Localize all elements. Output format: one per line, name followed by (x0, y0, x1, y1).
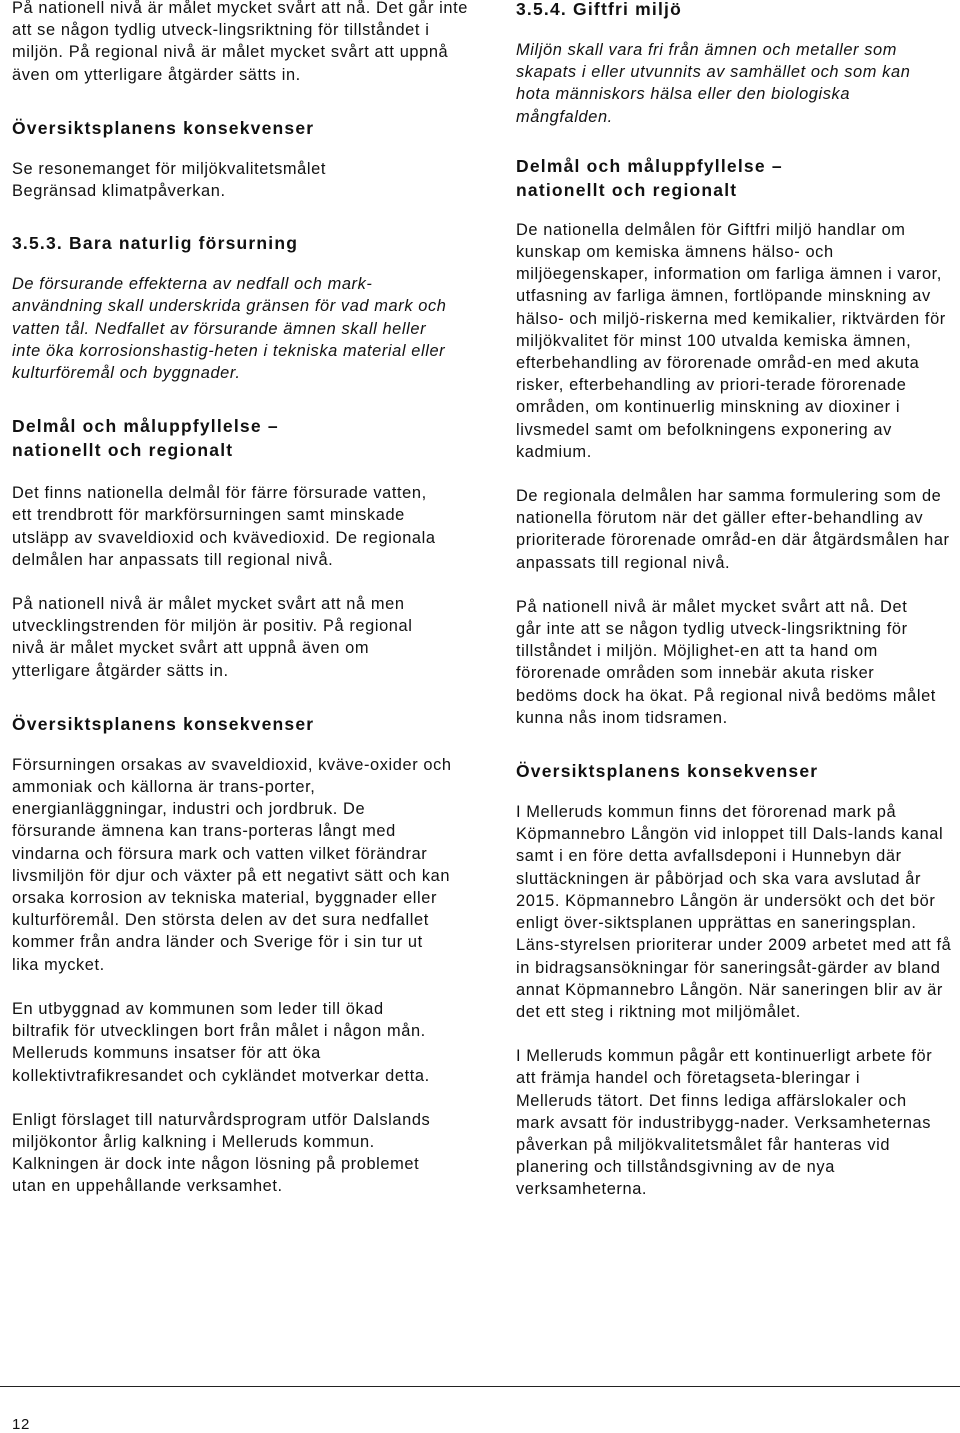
consequences-heading-1: Översiktsplanens konsekvenser (12, 117, 315, 138)
section-heading-3-5-4: 3.5.4. Giftfri miljö (516, 0, 682, 19)
consequences-heading-2: Översiktsplanens konsekvenser (12, 713, 315, 734)
submarks-heading-right: Delmål och måluppfyllelse – nationellt och regionalt (516, 155, 783, 200)
status-paragraph: På nationell nivå är målet mycket svårt att nå men utvecklingstrenden för miljön är positiv. På regional nivå är målet mycket svårt att uppnå även om ytterligare åtgärder sätts in. (12, 595, 413, 680)
consequences-2-paragraph-2: En utbyggnad av kommunen som leder till ökad biltrafik för utvecklingen bort från målet i någon mån. Melleruds kommuns insatser för att öka kollektivtrafikresandet och cykländet motverkar detta. (12, 999, 430, 1085)
consequences-2-paragraph-3: Enligt förslaget till naturvårdsprogram utför Dalslands miljökontor årlig kalkning i Melleruds kommun. Kalkningen är dock inte någon lösning på problemet utan en uppehållande verksamhet. (12, 1110, 431, 1196)
page-number: 12 (12, 1416, 30, 1433)
consequences-1-paragraph: Se resonemanget för miljökvalitetsmålet Begränsad klimatpåverkan. (12, 159, 327, 201)
left-column (12, 0, 480, 1198)
submarks-paragraph-1-right: De nationella delmålen för Giftfri miljö handlar om kunskap om kemiska ämnens hälso- och miljöegenskaper, information om farliga ämnen i varor, utfasning av farliga ämnen, fortlöpande minskning av hälso- och miljö-riskerna med kemikalier, riktvärden för miljökvalitet för minst 100 utvalda kemiska ämnen, efterbehandling av förorenade områd-en med akuta risker, efterbehandling av priori-terade förorenade områden, om kontinuerlig minskning av dioxiner i livsmedel samt om befolkningens exponering av kadmium. (516, 220, 946, 461)
intro-continued-paragraph: På nationell nivå är målet mycket svårt att nå. Det går inte att se någon tydlig utveck-lingsriktning för tillståndet i miljön. På regional nivå är målet mycket svårt att uppnå även om ytterligare åtgärder sätts in. (12, 0, 468, 84)
section-heading-3-5-3: 3.5.3. Bara naturlig försurning (12, 233, 299, 254)
submarks-paragraph-2-right: De regionala delmålen har samma formulering som de nationella förutom när det gäller efter-behandling av prioriterade förorenade områd-en där åtgärdsmålen har anpassats till regional nivå. (516, 487, 950, 572)
consequences-2-paragraph-1: Försurningen orsakas av svaveldioxid, kväve-oxider och ammoniak och källorna är trans-porter, energianläggningar, industri och jordbruk. De försurande ämnena kan trans-porteras långt med vindarna och försura mark och vatten vilket förändrar livsmiljön för djur och växter på ett negativt sätt och kan orsaka korrosion av tekniska material, byggnader eller kulturföremål. Den största delen av det sura nedfallet kommer från andra länder och Sverige för i sin tur ut lika mycket. (12, 755, 452, 974)
goal-italic-paragraph: De försurande effekterna av nedfall och mark-användning skall underskrida gränsen för vad mark och vatten tål. Nedfallet av försurande ämnen skall heller inte öka korrosionshastig-heten i tekniska material eller kulturföremål och byggnader. (12, 275, 447, 383)
submarks-heading: Delmål och måluppfyllelse – nationellt och regionalt (12, 416, 279, 461)
right-column (516, 0, 952, 1201)
status-paragraph-right: På nationell nivå är målet mycket svårt att nå. Det går inte att se någon tydlig utveck-lingsriktning för tillståndet i miljön. Möjlighet-en att ta hand om förorenade områden som innebär akuta risker bedöms dock ha ökat. På regional nivå bedöms målet kunna nås inom tidsramen. (516, 597, 936, 727)
submarks-paragraph: Det finns nationella delmål för färre försurade vatten, ett trendbrott för markförsurningen samt minskade utsläpp av svaveldioxid och kvävedioxid. De regionala delmålen har anpassats till regional nivå. (12, 484, 436, 569)
goal-italic-paragraph-right: Miljön skall vara fri från ämnen och metaller som skapats i eller utvunnits av samhället och som kan hota människors hälsa eller den biologiska mångfalden. (516, 41, 911, 126)
consequences-paragraph-2-right: I Melleruds kommun pågår ett kontinuerligt arbete för att främja handel och företagseta-bleringar i Melleruds tätort. Det finns lediga affärslokaler och mark avsatt för industribygg-nader. Verksamheternas påverkan på miljökvalitetsmålet får hanteras vid planering och tillståndsgivning av de nya verksamheterna. (516, 1047, 933, 1199)
footer-divider (0, 1386, 960, 1387)
consequences-paragraph-1-right: I Melleruds kommun finns det förorenad mark på Köpmannebro Långön vid inloppet till Dals-lands kanal samt i en före detta avfallsdeponi i Hunnebyn där sluttäckningen är påbörjad och ska vara avslutad år 2015. Köpmannebro Långön är undersökt och det bör enligt över-siktsplanen upprättas en saneringsplan. Läns-styrelsen prioriterar under 2009 arbetet med att få in bidragsansökningar för saneringsåt-gärder av bland annat Köpmannebro Långön. När saneringen blir av är det ett steg i riktning mot miljömålet. (516, 803, 952, 1021)
consequences-heading-right: Översiktsplanens konsekvenser (516, 761, 819, 782)
